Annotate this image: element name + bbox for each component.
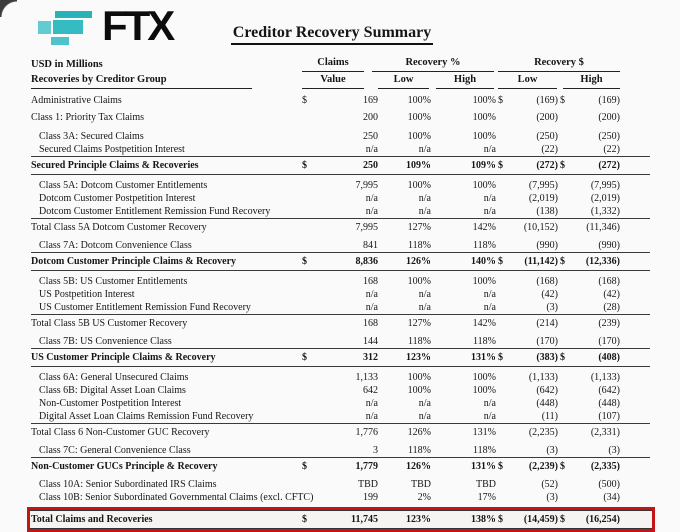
row-label: Class 6A: General Unsecured Claims [39, 372, 189, 383]
recovery-pct-high: 131% [472, 426, 496, 438]
recovery-usd-low: (169) [536, 95, 558, 106]
recovery-usd-low: (2,019) [528, 193, 558, 204]
recovery-table [31, 55, 650, 532]
table-row [31, 179, 650, 192]
recovery-usd-high: (28) [603, 302, 620, 313]
recovery-pct-low: 100% [407, 95, 431, 106]
recovery-pct-low: 100% [407, 372, 431, 383]
recovery-pct-low: n/a [418, 302, 431, 313]
page-title: Creditor Recovery Summary [231, 24, 433, 45]
recovery-usd-high: (2,019) [590, 193, 620, 204]
claims-value: 7,995 [355, 180, 378, 191]
row-label: Class 5B: US Customer Entitlements [39, 276, 188, 287]
col-pct-high: High [436, 72, 494, 89]
recovery-usd-low: (10,152) [523, 221, 558, 233]
claims-value: 8,836 [355, 255, 378, 267]
recovery-usd-high: (11,346) [586, 221, 620, 233]
recovery-usd-low: (990) [536, 240, 558, 251]
currency-symbol: $ [560, 460, 565, 472]
group-header-label: Recoveries by Creditor Group [31, 72, 252, 89]
table-row [31, 143, 650, 156]
recovery-usd-low: (14,459) [523, 513, 558, 525]
recovery-usd-low: (7,995) [528, 180, 558, 191]
recovery-pct-high: TBD [476, 479, 496, 490]
recovery-pct-low: n/a [418, 193, 431, 204]
claims-value: n/a [365, 193, 378, 204]
recovery-usd-low: (448) [536, 398, 558, 409]
claims-value: 11,745 [351, 513, 378, 525]
recovery-usd-high: (16,254) [585, 513, 620, 525]
row-label: Dotcom Customer Principle Claims & Recovery [31, 255, 237, 267]
title-container [0, 24, 664, 45]
claims-value: 250 [363, 131, 378, 142]
recovery-usd-low: (11,142) [524, 255, 558, 267]
recovery-usd-low: (170) [536, 336, 558, 347]
col-recovery-pct: Recovery % [372, 55, 494, 72]
claims-value: n/a [365, 411, 378, 422]
table-row [31, 397, 650, 410]
col-usd-high: High [563, 72, 620, 89]
recovery-pct-high: 142% [472, 317, 496, 329]
recovery-pct-low: 126% [407, 426, 431, 438]
claims-value: 144 [363, 336, 378, 347]
claims-value: n/a [365, 289, 378, 300]
recovery-usd-high: (42) [603, 289, 620, 300]
total-row [30, 510, 652, 529]
claims-value: 250 [363, 159, 378, 171]
recovery-pct-low: 100% [407, 180, 431, 191]
recovery-usd-high: (3) [608, 445, 620, 456]
table-row [31, 478, 650, 491]
recovery-pct-high: n/a [483, 193, 496, 204]
claims-value: 312 [363, 351, 378, 363]
table-row [31, 252, 650, 271]
claims-value: 841 [363, 240, 378, 251]
currency-symbol: $ [498, 460, 503, 472]
recovery-pct-low: n/a [418, 144, 431, 155]
row-label: Class 7C: General Convenience Class [39, 445, 191, 456]
row-label: Total Class 5A Dotcom Customer Recovery [31, 221, 207, 233]
ftx-logo-bar-top-icon [55, 11, 92, 18]
total-highlight-box [27, 507, 655, 532]
table-row [31, 444, 650, 457]
currency-symbol: $ [560, 351, 565, 363]
row-label: Secured Principle Claims & Recoveries [31, 159, 199, 171]
recovery-pct-high: 118% [473, 336, 496, 347]
units-label: USD in Millions [31, 59, 103, 70]
recovery-usd-low: (1,133) [528, 372, 558, 383]
recovery-pct-low: 2% [417, 492, 431, 503]
row-label: Class 10A: Senior Subordinated IRS Claims [39, 479, 217, 490]
currency-symbol: $ [302, 513, 307, 525]
table-row [31, 156, 650, 175]
recovery-pct-low: 100% [407, 112, 431, 123]
row-label: Class 3A: Secured Claims [39, 131, 144, 142]
recovery-pct-high: 131% [471, 351, 496, 363]
table-row [31, 371, 650, 384]
recovery-usd-low: (383) [536, 351, 558, 363]
recovery-pct-low: 118% [408, 240, 431, 251]
recovery-usd-high: (107) [598, 411, 620, 422]
row-label: Class 6B: Digital Asset Loan Claims [39, 385, 186, 396]
recovery-pct-low: 123% [406, 351, 431, 363]
table-header [31, 55, 650, 89]
recovery-pct-low: 100% [407, 131, 431, 142]
recovery-usd-low: (42) [541, 289, 558, 300]
claims-value: n/a [365, 302, 378, 313]
recovery-usd-high: (168) [598, 276, 620, 287]
recovery-pct-low: 109% [406, 159, 431, 171]
recovery-pct-low: 123% [406, 513, 431, 525]
claims-value: n/a [365, 144, 378, 155]
recovery-pct-high: 131% [471, 460, 496, 472]
table-row [31, 218, 650, 235]
recovery-pct-low: n/a [418, 411, 431, 422]
table-row [31, 92, 650, 109]
header-group-row [31, 55, 650, 72]
recovery-pct-high: n/a [483, 398, 496, 409]
recovery-usd-low: (200) [536, 112, 558, 123]
recovery-usd-low: (3) [546, 492, 558, 503]
row-label: Secured Claims Postpetition Interest [39, 144, 185, 155]
row-label: Total Class 5B US Customer Recovery [31, 317, 188, 329]
table-row [31, 348, 650, 367]
table-row [31, 423, 650, 440]
recovery-usd-high: (500) [598, 479, 620, 490]
recovery-pct-low: 100% [407, 276, 431, 287]
recovery-usd-low: (214) [536, 317, 558, 329]
row-label: US Customer Principle Claims & Recovery [31, 351, 216, 363]
recovery-pct-low: n/a [418, 398, 431, 409]
currency-symbol: $ [302, 351, 307, 363]
claims-value: 1,779 [355, 460, 378, 472]
recovery-pct-high: 142% [472, 221, 496, 233]
recovery-pct-high: 17% [477, 492, 496, 503]
row-label: Total Claims and Recoveries [31, 513, 153, 525]
recovery-usd-high: (34) [603, 492, 620, 503]
recovery-usd-high: (170) [598, 336, 620, 347]
ftx-wordmark: FTX [102, 2, 173, 49]
recovery-pct-low: 127% [407, 221, 431, 233]
recovery-pct-high: 100% [472, 95, 496, 106]
claims-value: 642 [363, 385, 378, 396]
header-sub-row [31, 72, 650, 89]
recovery-pct-low: 118% [408, 336, 431, 347]
row-label: Total Class 6 Non-Customer GUC Recovery [31, 426, 210, 438]
recovery-usd-low: (642) [536, 385, 558, 396]
claims-value: 200 [363, 112, 378, 123]
row-label: Class 1: Priority Tax Claims [31, 112, 145, 123]
table-body [31, 92, 650, 504]
recovery-usd-high: (2,331) [590, 426, 620, 438]
currency-symbol: $ [302, 159, 307, 171]
row-label: US Customer Entitlement Remission Fund Recovery [39, 302, 251, 313]
claims-value: 1,133 [355, 372, 378, 383]
recovery-usd-high: (7,995) [590, 180, 620, 191]
row-label: Class 5A: Dotcom Customer Entitlements [39, 180, 208, 191]
recovery-pct-low: 126% [406, 460, 431, 472]
claims-value: n/a [365, 206, 378, 217]
recovery-pct-low: n/a [418, 289, 431, 300]
claims-value: 169 [363, 95, 378, 106]
recovery-pct-high: n/a [483, 302, 496, 313]
row-label: Class 7A: Dotcom Convenience Class [39, 240, 192, 251]
recovery-pct-high: 100% [472, 372, 496, 383]
recovery-usd-low: (138) [536, 206, 558, 217]
table-row [31, 130, 650, 143]
recovery-pct-high: 100% [472, 180, 496, 191]
recovery-pct-high: 100% [472, 385, 496, 396]
recovery-usd-low: (2,235) [528, 426, 558, 438]
recovery-usd-low: (22) [541, 144, 558, 155]
table-row [31, 288, 650, 301]
table-row [31, 275, 650, 288]
claims-value: TBD [358, 479, 378, 490]
recovery-usd-high: (990) [598, 240, 620, 251]
recovery-pct-high: 100% [472, 112, 496, 123]
recovery-pct-high: n/a [483, 289, 496, 300]
recovery-usd-high: (200) [598, 112, 620, 123]
recovery-usd-low: (3) [546, 302, 558, 313]
col-claims-value: Value [302, 72, 364, 89]
col-usd-low: Low [498, 72, 557, 89]
row-label: Dotcom Customer Entitlement Remission Fund Recovery [39, 206, 271, 217]
table-row [31, 205, 650, 218]
recovery-usd-high: (250) [598, 131, 620, 142]
currency-symbol: $ [498, 513, 503, 525]
recovery-usd-high: (1,133) [590, 372, 620, 383]
recovery-pct-low: 118% [408, 445, 431, 456]
currency-symbol: $ [302, 95, 307, 106]
table-row [31, 410, 650, 423]
claims-value: 3 [373, 445, 378, 456]
recovery-usd-high: (1,332) [590, 206, 620, 217]
recovery-usd-low: (272) [536, 159, 558, 171]
recovery-usd-low: (250) [536, 131, 558, 142]
currency-symbol: $ [560, 95, 565, 106]
row-label: Administrative Claims [31, 95, 122, 106]
recovery-usd-high: (272) [598, 159, 620, 171]
claims-value: 199 [363, 492, 378, 503]
currency-symbol: $ [560, 159, 565, 171]
recovery-usd-high: (169) [598, 95, 620, 106]
table-row [31, 301, 650, 314]
table-row [31, 491, 650, 504]
row-label: US Postpetition Interest [39, 289, 135, 300]
col-claims: Claims [302, 55, 364, 72]
currency-symbol: $ [498, 159, 503, 171]
claims-value: n/a [365, 398, 378, 409]
table-row [31, 192, 650, 205]
recovery-usd-high: (448) [598, 398, 620, 409]
recovery-usd-low: (3) [546, 445, 558, 456]
recovery-pct-high: 100% [472, 276, 496, 287]
recovery-pct-high: n/a [483, 144, 496, 155]
table-row [31, 109, 650, 126]
currency-symbol: $ [302, 460, 307, 472]
recovery-usd-low: (11) [541, 411, 558, 422]
recovery-pct-high: 109% [471, 159, 496, 171]
recovery-pct-high: n/a [483, 411, 496, 422]
table-row [31, 314, 650, 331]
table-row [31, 239, 650, 252]
table-row [31, 384, 650, 397]
recovery-usd-low: (2,239) [528, 460, 558, 472]
currency-symbol: $ [560, 513, 565, 525]
row-label: Digital Asset Loan Claims Remission Fund Recovery [39, 411, 254, 422]
claims-value: 7,995 [355, 221, 378, 233]
recovery-usd-high: (239) [598, 317, 620, 329]
recovery-usd-high: (22) [603, 144, 620, 155]
recovery-pct-high: 138% [471, 513, 496, 525]
claims-value: 168 [363, 317, 378, 329]
recovery-usd-high: (642) [598, 385, 620, 396]
recovery-pct-low: 100% [407, 385, 431, 396]
recovery-pct-high: 140% [471, 255, 496, 267]
corner-artifact [0, 0, 17, 17]
recovery-pct-low: 127% [407, 317, 431, 329]
recovery-pct-low: 126% [406, 255, 431, 267]
recovery-usd-low: (168) [536, 276, 558, 287]
row-label: Non-Customer Postpetition Interest [39, 398, 182, 409]
recovery-pct-high: 118% [473, 445, 496, 456]
row-label: Dotcom Customer Postpetition Interest [39, 193, 196, 204]
col-pct-low: Low [378, 72, 429, 89]
recovery-usd-high: (12,336) [585, 255, 620, 267]
row-label: Class 10B: Senior Subordinated Governmental Claims (excl. CFTC) [39, 492, 314, 503]
recovery-pct-low: n/a [418, 206, 431, 217]
row-label: Class 7B: US Convenience Class [39, 336, 172, 347]
row-label: Non-Customer GUCs Principle & Recovery [31, 460, 218, 472]
recovery-usd-high: (408) [598, 351, 620, 363]
recovery-usd-low: (52) [541, 479, 558, 490]
claims-value: 1,776 [355, 426, 378, 438]
currency-symbol: $ [302, 255, 307, 267]
recovery-pct-low: TBD [411, 479, 431, 490]
recovery-pct-high: n/a [483, 206, 496, 217]
table-row [31, 335, 650, 348]
col-recovery-usd: Recovery $ [498, 55, 620, 72]
currency-symbol: $ [498, 351, 503, 363]
currency-symbol: $ [498, 95, 503, 106]
table-row [31, 457, 650, 474]
recovery-pct-high: 100% [472, 131, 496, 142]
recovery-pct-high: 118% [473, 240, 496, 251]
currency-symbol: $ [498, 255, 503, 267]
claims-value: 168 [363, 276, 378, 287]
recovery-usd-high: (2,335) [590, 460, 620, 472]
currency-symbol: $ [560, 255, 565, 267]
